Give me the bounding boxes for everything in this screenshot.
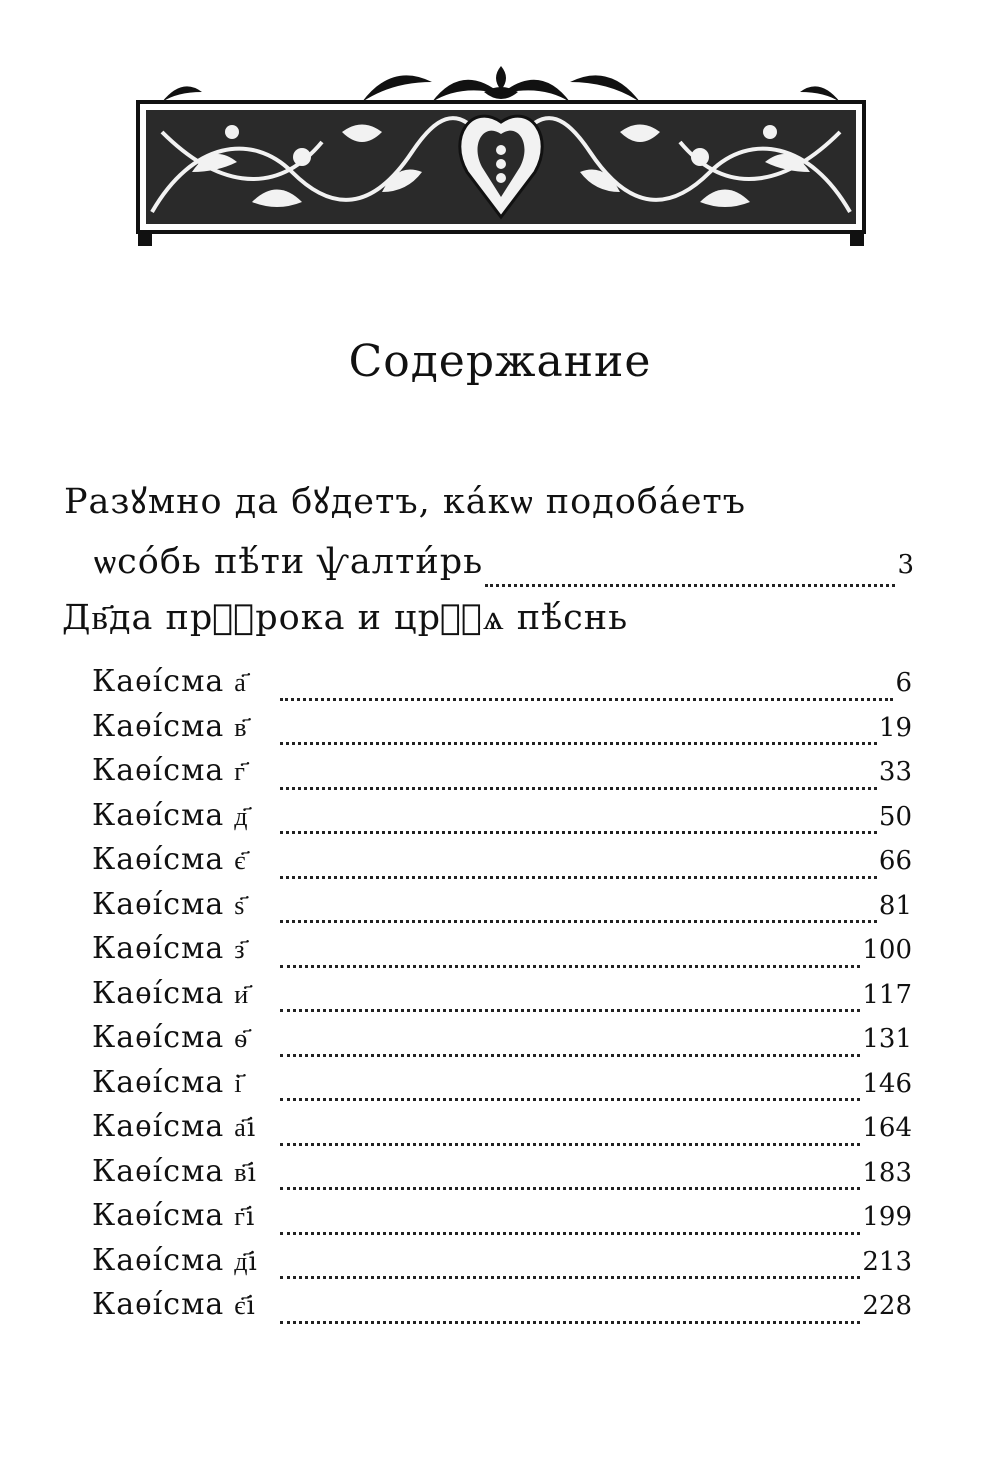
toc-entry[interactable] (92, 1154, 912, 1199)
entry-number: є҃ (234, 846, 247, 876)
toc-entry[interactable] (92, 931, 912, 976)
entry-label: Каѳі́сма (92, 1064, 225, 1100)
entry-label: Каѳі́сма (92, 1020, 225, 1055)
dot-leader (280, 1009, 860, 1012)
entry-page-number: 199 (862, 1202, 912, 1232)
dot-leader (280, 1187, 860, 1190)
entry-number: ѳ҃ (234, 1024, 249, 1054)
entry-label: Каѳі́сма (92, 797, 225, 833)
entry-label: Каѳі́сма (92, 753, 225, 788)
toc-entry[interactable] (92, 1243, 912, 1288)
entry-page-number: 183 (862, 1157, 912, 1188)
entry-page-number: 146 (862, 1068, 912, 1099)
toc-entry[interactable] (92, 1198, 912, 1243)
dot-leader (280, 1143, 860, 1146)
entry-number: в҃і (234, 1157, 257, 1188)
dot-leader (280, 1054, 860, 1057)
entry-label: Каѳі́сма (92, 1109, 225, 1144)
entry-label: Каѳі́сма (92, 1198, 225, 1233)
entry-number: д҃ (234, 801, 249, 832)
dot-leader (280, 698, 893, 701)
intro-line-2: ѡсо́бь пѣ́ти ѱалти́рь (94, 542, 484, 582)
dot-leader (280, 742, 877, 745)
entry-number: в҃ (234, 712, 248, 743)
entry-number: г҃і (234, 1202, 256, 1232)
toc-entry[interactable] (92, 753, 912, 798)
dot-leader (280, 1321, 860, 1324)
dot-leader (485, 584, 895, 587)
entry-label: Каѳі́сма (92, 708, 225, 744)
entry-page-number: 6 (895, 668, 912, 698)
entry-page-number: 100 (862, 935, 912, 965)
toc-list (92, 664, 912, 1332)
entry-page-number: 81 (878, 890, 912, 921)
toc-intro-entry[interactable] (64, 472, 914, 595)
dot-leader (280, 1232, 860, 1235)
toc-entry[interactable] (92, 842, 912, 887)
entry-label: Каѳі́сма (92, 1287, 225, 1322)
entry-page-number: 228 (862, 1291, 912, 1321)
entry-label: Каѳі́сма (92, 842, 225, 877)
toc-entry[interactable] (92, 1287, 912, 1332)
dot-leader (280, 1098, 860, 1101)
toc-entry[interactable] (92, 976, 912, 1021)
entry-label: Каѳі́сма (92, 1242, 225, 1278)
entry-label: Каѳі́сма (92, 931, 225, 966)
page-title: Содержание (348, 336, 652, 387)
entry-page-number: 213 (862, 1246, 912, 1277)
entry-page-number: 19 (878, 712, 912, 743)
toc-entry[interactable] (92, 1020, 912, 1065)
toc-entry[interactable] (92, 709, 912, 754)
toc-entry[interactable] (92, 1109, 912, 1154)
entry-label: Каѳі́сма (92, 975, 225, 1011)
intro-line-1: Разꙋмно да бꙋдетъ, ка́кѡ подоба́етъ (64, 482, 747, 522)
intro-page-number: 3 (897, 550, 914, 580)
entry-number: і҃ (234, 1068, 243, 1099)
toc-entry[interactable] (92, 1065, 912, 1110)
ornamental-headpiece (132, 62, 870, 252)
entry-number: з҃ (234, 935, 246, 965)
toc-entry[interactable] (92, 664, 912, 709)
toc-entry[interactable] (92, 798, 912, 843)
dot-leader (280, 1276, 860, 1279)
entry-page-number: 66 (878, 846, 912, 876)
entry-page-number: 131 (862, 1024, 912, 1054)
entry-number: а҃і (234, 1113, 257, 1143)
entry-page-number: 33 (878, 757, 912, 787)
dot-leader (280, 787, 877, 790)
entry-number: ѕ҃ (234, 890, 246, 921)
entry-number: и҃ (234, 979, 250, 1010)
dot-leader (280, 965, 860, 968)
entry-label: Каѳі́сма (92, 1153, 225, 1189)
entry-number: д҃і (234, 1246, 258, 1277)
entry-page-number: 50 (878, 801, 912, 832)
entry-label: Каѳі́сма (92, 664, 225, 699)
entry-number: а҃ (234, 668, 247, 698)
entry-page-number: 164 (862, 1113, 912, 1143)
floral-ornament-icon (132, 62, 870, 252)
dot-leader (280, 920, 877, 923)
entry-number: є҃і (234, 1291, 256, 1321)
dot-leader (280, 831, 877, 834)
entry-page-number: 117 (862, 979, 912, 1010)
section-heading: Дв҃да прⷪ҇рока и црⷭ҇ѧ пѣ́снь (62, 598, 629, 638)
entry-label: Каѳі́сма (92, 886, 225, 922)
dot-leader (280, 876, 877, 879)
entry-number: г҃ (234, 757, 246, 787)
toc-entry[interactable] (92, 887, 912, 932)
